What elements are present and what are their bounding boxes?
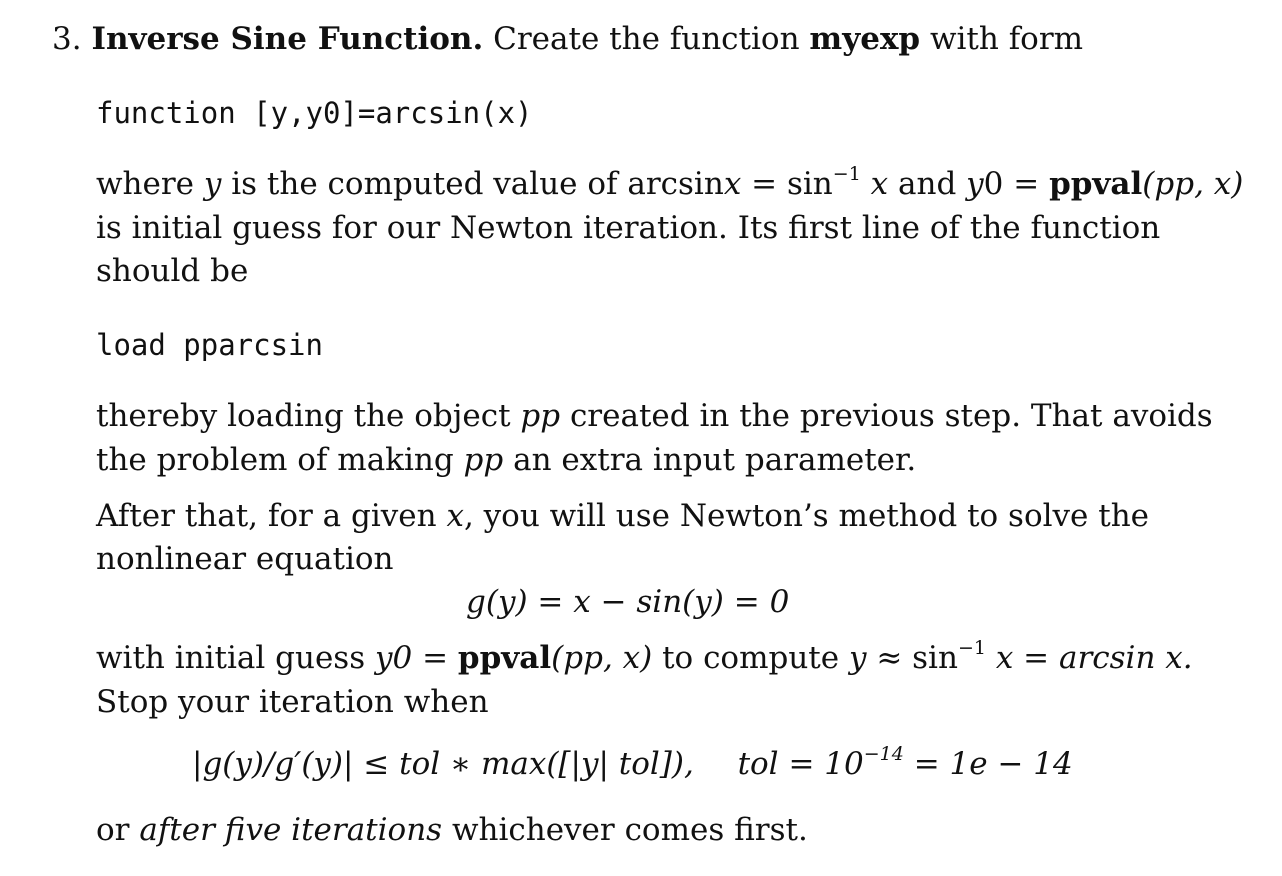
- equation-g-of-y: g(y) = x − sin(y) = 0: [466, 584, 790, 620]
- para2-line1: thereby loading the object pp created in the previous step. That avoids: [96, 398, 1213, 434]
- para2-line2: the problem of making pp an extra input parameter.: [96, 442, 917, 478]
- code-function-signature: function [y,y0]=arcsin(x): [96, 96, 533, 130]
- para1-line1: where y is the computed value of $\arcsin x = \sin^{-1} x$ and y0 = ppval(pp, x): [96, 163, 1244, 202]
- para3-line2: nonlinear equation: [96, 541, 394, 577]
- problem-title: Inverse Sine Function.: [91, 21, 484, 57]
- para4-line1: with initial guess y0 = ppval(pp, x) to compute $y \approx \sin^{-1} x = \arcsin x$.: [96, 637, 1193, 676]
- heading-intro: Create the function: [493, 21, 800, 57]
- function-name: myexp: [809, 21, 921, 57]
- para1-line3: should be: [96, 253, 249, 289]
- code-load-statement: load pparcsin: [96, 328, 323, 362]
- equation-stop-criterion: |g(y)/g′(y)| ≤ tol ∗ max([|y| tol]), tol = $10^{-14} = 1e - 14$: [192, 743, 1073, 782]
- problem-heading: [52, 21, 1083, 57]
- heading-intro-end: with form: [929, 21, 1084, 57]
- problem-number: 3.: [52, 21, 82, 57]
- para3-line1: After that, for a given x, you will use Newton’s method to solve the: [96, 498, 1150, 534]
- para5-line1: or after five iterations whichever comes first.: [96, 812, 808, 848]
- para4-line2: Stop your iteration when: [96, 684, 489, 720]
- para1-line2: is initial guess for our Newton iteration. Its first line of the function: [96, 210, 1161, 246]
